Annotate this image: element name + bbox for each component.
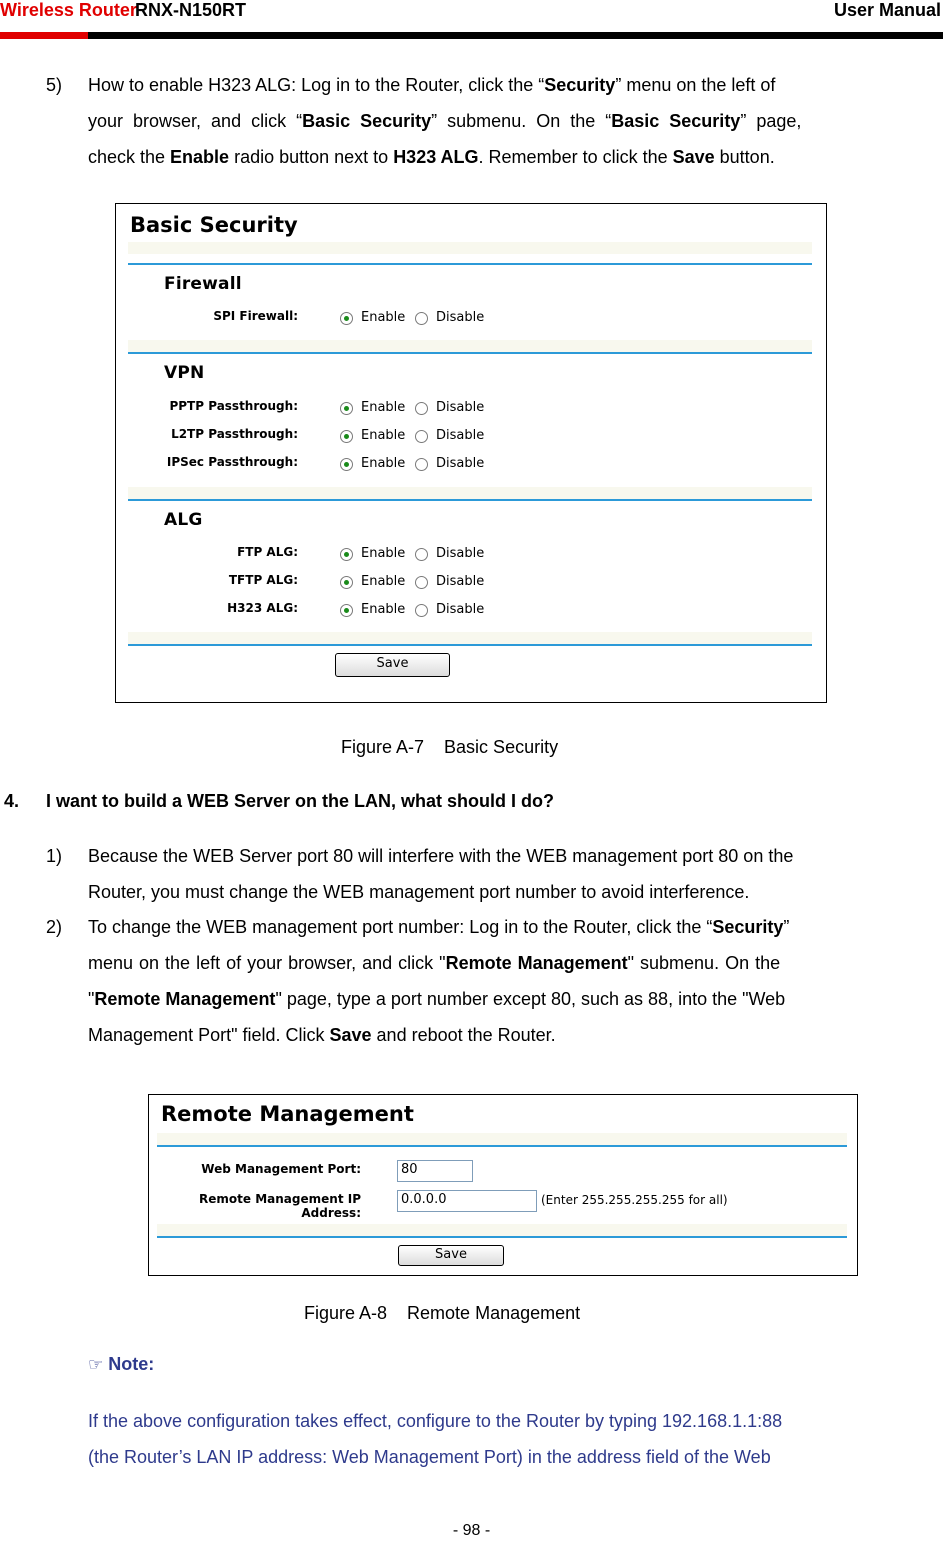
web-management-port-label: Web Management Port:	[201, 1162, 361, 1176]
spi-firewall-disable-radio[interactable]	[415, 312, 428, 325]
radio-label: Disable	[436, 456, 485, 471]
l2tp-disable-radio[interactable]	[415, 430, 428, 443]
radio-label: Enable	[361, 400, 406, 415]
note-line2: (the Router’s LAN IP address: Web Management Port) in the address field of the Web	[88, 1447, 771, 1467]
section-band	[157, 1224, 847, 1236]
tftp-alg-disable-radio[interactable]	[415, 576, 428, 589]
q4-heading: I want to build a WEB Server on the LAN, what should I do?	[46, 791, 555, 811]
remote-management-screenshot	[148, 1094, 858, 1276]
l2tp-enable-radio[interactable]	[340, 430, 353, 443]
step5-number: 5)	[46, 75, 63, 95]
step2-line2: menu on the left of your browser, and click "Remote Management" submenu. On the	[88, 953, 781, 973]
firewall-heading: Firewall	[164, 274, 242, 294]
save-button[interactable]: Save	[398, 1245, 504, 1266]
header-rule-accent	[0, 32, 88, 39]
tftp-alg-label: TFTP ALG:	[228, 573, 298, 587]
ipsec-passthrough-label: IPSec Passthrough:	[166, 455, 298, 469]
step5-line1: How to enable H323 ALG: Log in to the Router, click the “Security” menu on the left of	[88, 75, 776, 95]
section-divider	[128, 499, 812, 501]
alg-heading: ALG	[164, 510, 203, 530]
spi-firewall-enable-radio[interactable]	[340, 312, 353, 325]
pptp-enable-radio[interactable]	[340, 402, 353, 415]
ftp-alg-enable-radio[interactable]	[340, 548, 353, 561]
step2-line3: "Remote Management" page, type a port number except 80, such as 88, into the "Web	[88, 989, 786, 1009]
header-rule	[0, 32, 943, 39]
step2-number: 2)	[46, 917, 63, 937]
ftp-alg-label: FTP ALG:	[237, 545, 298, 559]
ip-hint: (Enter 255.255.255.255 for all)	[541, 1193, 728, 1207]
radio-label: Enable	[361, 456, 406, 471]
radio-label: Enable	[361, 602, 406, 617]
step1-line1: Because the WEB Server port 80 will interfere with the WEB management port 80 on the	[88, 846, 794, 866]
radio-label: Disable	[436, 602, 485, 617]
step5-line3: check the Enable radio button next to H323 ALG. Remember to click the Save button.	[88, 147, 775, 167]
h323-alg-enable-radio[interactable]	[340, 604, 353, 617]
remote-management-ip-label: Remote Management IP Address:	[199, 1192, 361, 1220]
pptp-disable-radio[interactable]	[415, 402, 428, 415]
radio-label: Disable	[436, 428, 485, 443]
section-band	[128, 340, 812, 352]
step2-line4: Management Port" field. Click Save and reboot the Router.	[88, 1025, 556, 1045]
ftp-alg-disable-radio[interactable]	[415, 548, 428, 561]
l2tp-passthrough-label: L2TP Passthrough:	[171, 427, 298, 441]
q4-number: 4.	[4, 791, 20, 811]
title-band	[128, 242, 812, 254]
h323-alg-disable-radio[interactable]	[415, 604, 428, 617]
h323-alg-label: H323 ALG:	[227, 601, 298, 615]
section-band	[128, 487, 812, 499]
note-title: Note:	[108, 1354, 155, 1374]
radio-label: Disable	[436, 400, 485, 415]
header-product: Wireless Router	[0, 0, 137, 20]
remote-management-ip-input[interactable]: 0.0.0.0	[397, 1190, 537, 1212]
step1-number: 1)	[46, 846, 63, 866]
ipsec-disable-radio[interactable]	[415, 458, 428, 471]
figure-a7-caption: Figure A-7 Basic Security	[341, 737, 559, 757]
section-divider	[128, 352, 812, 354]
web-management-port-input[interactable]: 80	[397, 1160, 473, 1182]
note-heading	[88, 1354, 154, 1375]
note-line1: If the above configuration takes effect, configure to the Router by typing 192.168.1.1:88	[88, 1411, 783, 1431]
radio-label: Disable	[436, 574, 485, 589]
save-button[interactable]: Save	[335, 653, 450, 677]
radio-label: Enable	[361, 574, 406, 589]
page-number: - 98 -	[452, 1522, 491, 1539]
title-band	[157, 1133, 847, 1145]
vpn-heading: VPN	[164, 363, 205, 383]
radio-label: Disable	[436, 310, 485, 325]
section-band	[128, 632, 812, 644]
ipsec-enable-radio[interactable]	[340, 458, 353, 471]
pointing-hand-icon: ☞	[88, 1355, 104, 1375]
header-model: RNX-N150RT	[135, 0, 247, 20]
section-divider	[157, 1145, 847, 1147]
step1-line2: Router, you must change the WEB management port number to avoid interference.	[88, 882, 750, 902]
section-divider	[128, 644, 812, 646]
radio-label: Enable	[361, 310, 406, 325]
spi-firewall-label: SPI Firewall:	[213, 309, 298, 323]
remote-management-title: Remote Management	[161, 1102, 414, 1126]
basic-security-screenshot	[115, 203, 827, 703]
tftp-alg-enable-radio[interactable]	[340, 576, 353, 589]
pptp-passthrough-label: PPTP Passthrough:	[169, 399, 298, 413]
section-divider	[128, 263, 812, 265]
step5-line2: your browser, and click “Basic Security” submenu. On the “Basic Security” page,	[88, 111, 802, 131]
step2-line1: To change the WEB management port number: Log in to the Router, click the “Security”	[88, 917, 790, 937]
header-manual: User Manual	[833, 0, 941, 20]
radio-label: Enable	[361, 546, 406, 561]
figure-a8-caption: Figure A-8 Remote Management	[304, 1303, 581, 1323]
radio-label: Disable	[436, 546, 485, 561]
section-divider	[157, 1236, 847, 1238]
basic-security-title: Basic Security	[130, 213, 298, 237]
radio-label: Enable	[361, 428, 406, 443]
